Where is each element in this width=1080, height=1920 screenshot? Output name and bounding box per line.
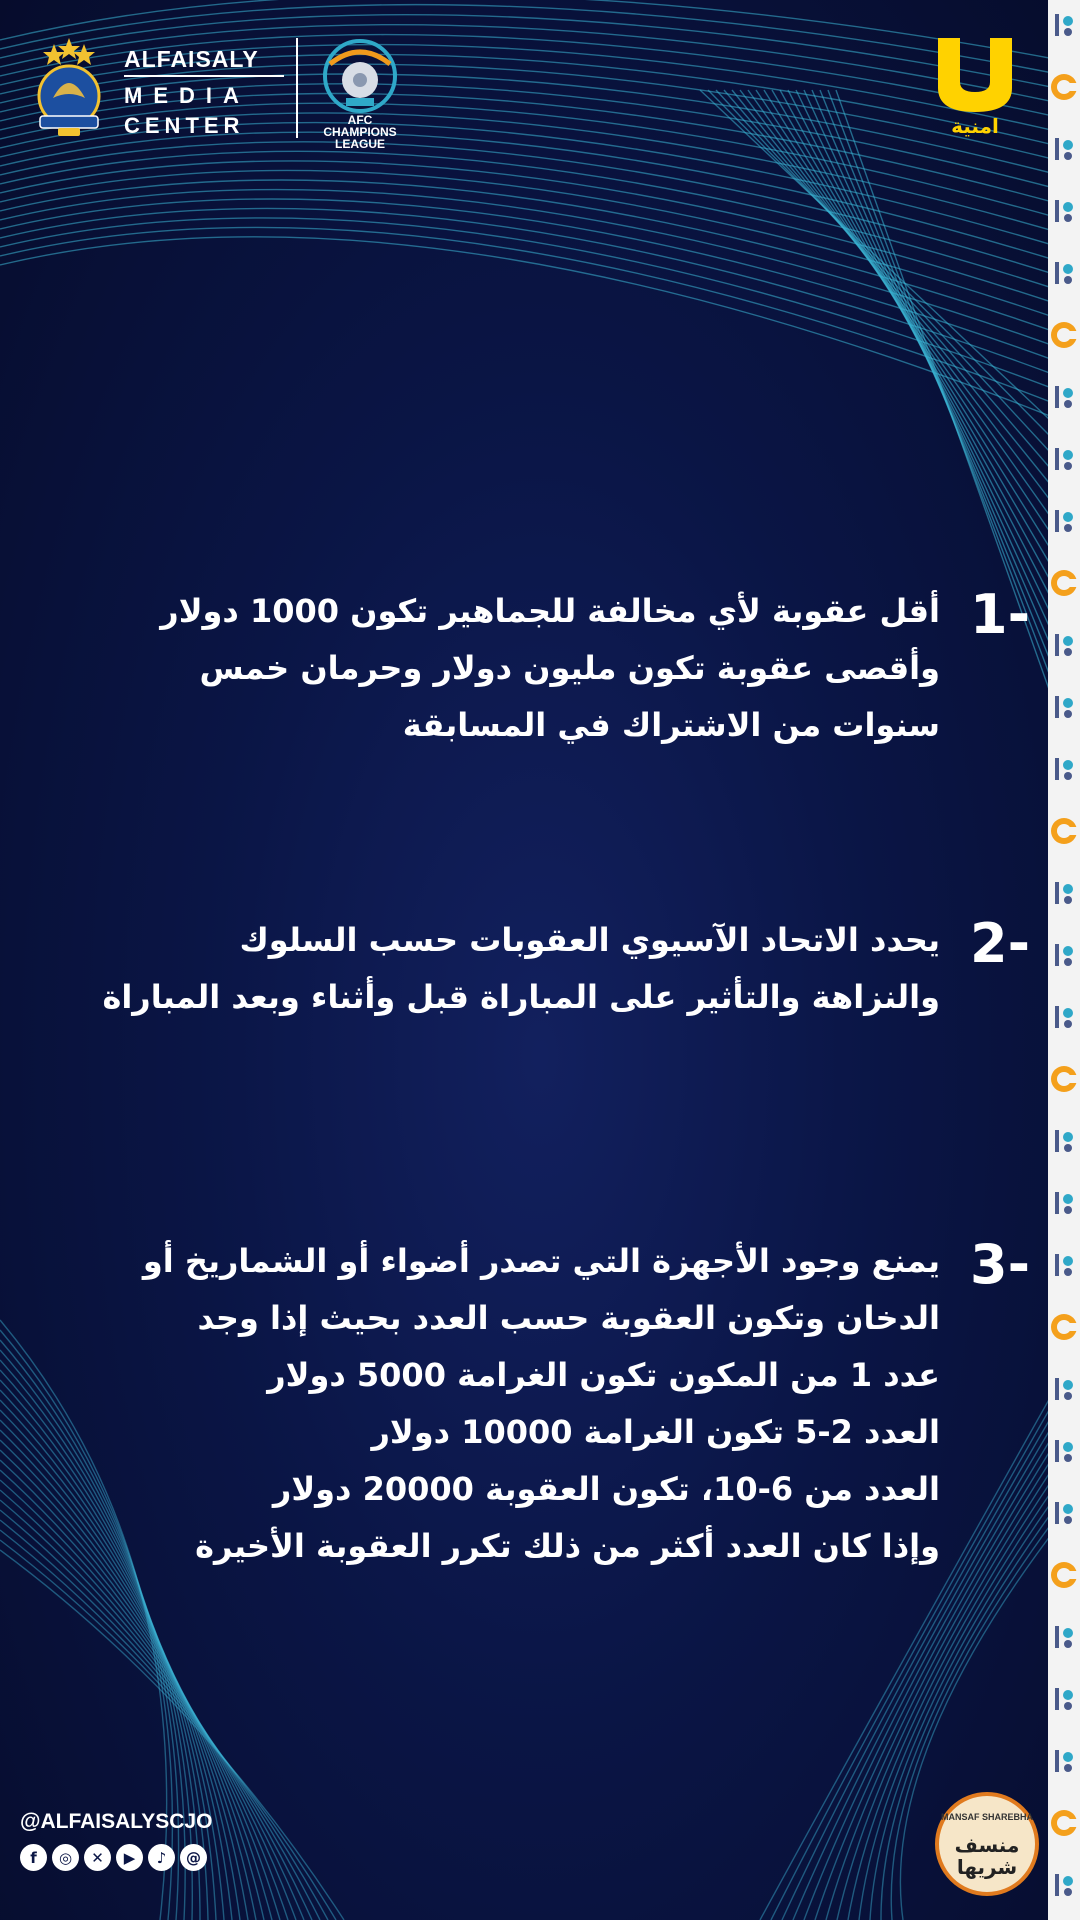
header-logos bbox=[28, 38, 397, 151]
social-footer bbox=[20, 1810, 212, 1871]
sponsor-mini-icon bbox=[1049, 196, 1079, 226]
sponsor-mini-icon bbox=[1049, 1250, 1079, 1280]
sponsor-mini-icon bbox=[1049, 1188, 1079, 1218]
afc-champions-league-logo bbox=[310, 36, 410, 154]
sponsor-strip bbox=[1048, 0, 1080, 1920]
instagram-icon[interactable]: ◎ bbox=[52, 1844, 79, 1871]
article-line: العدد 2-5 تكون الغرامة 10000 دولار bbox=[371, 1413, 940, 1451]
sponsor-mini-icon bbox=[1049, 692, 1079, 722]
mansaf-sharebha-logo bbox=[935, 1792, 1039, 1896]
sponsor-mini-icon bbox=[1049, 10, 1079, 40]
afc-ball-icon bbox=[310, 36, 410, 114]
sponsor-mini-icon bbox=[1049, 1622, 1079, 1652]
article-line: وإذا كان العدد أكثر من ذلك تكرر العقوبة الأخيرة bbox=[195, 1527, 940, 1565]
sponsor-c-icon bbox=[1049, 1560, 1079, 1590]
sponsor-c-icon bbox=[1049, 72, 1079, 102]
article-line: وأقصى عقوبة تكون مليون دولار وحرمان خمس bbox=[199, 649, 940, 687]
sponsor-c-icon bbox=[1049, 568, 1079, 598]
sponsor-mini-icon bbox=[1049, 1126, 1079, 1156]
background-line bbox=[0, 227, 1060, 405]
champions-text: CHAMPIONS bbox=[323, 125, 397, 139]
sponsor-mini-icon bbox=[1049, 134, 1079, 164]
umniah-u-icon bbox=[930, 36, 1020, 114]
media-center-wordmark bbox=[124, 46, 284, 139]
sponsor-mini-icon bbox=[1049, 1870, 1079, 1900]
facebook-icon[interactable]: f bbox=[20, 1844, 47, 1871]
article-text bbox=[20, 583, 1030, 754]
center-line: CENTER bbox=[124, 113, 245, 138]
article-1 bbox=[20, 583, 1030, 754]
umniah-logo bbox=[930, 36, 1020, 146]
article-line: العدد من 6-10، تكون العقوبة 20000 دولار bbox=[272, 1470, 940, 1508]
sponsor-mini-icon bbox=[1049, 1436, 1079, 1466]
sponsor-mini-icon bbox=[1049, 754, 1079, 784]
article-3 bbox=[20, 1233, 1030, 1575]
article-line: يحدد الاتحاد الآسيوي العقوبات حسب السلوك bbox=[239, 921, 940, 959]
article-line: الدخان وتكون العقوبة حسب العدد بحيث إذا وجد bbox=[197, 1299, 940, 1337]
tiktok-icon[interactable]: ♪ bbox=[148, 1844, 175, 1871]
threads-icon[interactable]: @ bbox=[180, 1844, 207, 1871]
sponsor-mini-icon bbox=[1049, 1374, 1079, 1404]
club-name: ALFAISALY bbox=[124, 46, 284, 77]
sponsor-mini-icon bbox=[1049, 1002, 1079, 1032]
sponsor-top-text: MANSAF SHAREBHA bbox=[941, 1812, 1033, 1822]
club-crest-icon bbox=[28, 38, 110, 138]
article-line: سنوات من الاشتراك في المسابقة bbox=[402, 706, 940, 744]
article-number: 3- bbox=[970, 1233, 1030, 1296]
logo-divider bbox=[296, 38, 298, 138]
article-line: أقل عقوبة لأي مخالفة للجماهير تكون 1000 دولار bbox=[160, 592, 940, 630]
article-2 bbox=[20, 912, 1030, 1026]
media-line: MEDIA bbox=[124, 83, 250, 108]
article-line: يمنع وجود الأجهزة التي تصدر أضواء أو الشماريخ أو bbox=[142, 1242, 940, 1280]
article-text bbox=[20, 912, 1030, 1026]
article-line: عدد 1 من المكون تكون الغرامة 5000 دولار bbox=[267, 1356, 940, 1394]
league-text: LEAGUE bbox=[334, 137, 385, 151]
sponsor-mini-icon bbox=[1049, 1684, 1079, 1714]
sponsor-main-text: منسف شريها bbox=[954, 1833, 1020, 1879]
sponsor-mini-icon bbox=[1049, 940, 1079, 970]
x-icon[interactable]: ✕ bbox=[84, 1844, 111, 1871]
afc-text: AFC bbox=[347, 113, 373, 127]
umniah-label: امنية bbox=[951, 114, 999, 138]
article-number: 2- bbox=[970, 912, 1030, 975]
afc-label bbox=[310, 114, 410, 150]
sponsor-mini-icon bbox=[1049, 630, 1079, 660]
sponsor-mini-icon bbox=[1049, 1498, 1079, 1528]
sponsor-mini-icon bbox=[1049, 444, 1079, 474]
sponsor-c-icon bbox=[1049, 1064, 1079, 1094]
article-line: والنزاهة والتأثير على المباراة قبل وأثناء وبعد المباراة bbox=[102, 978, 940, 1016]
background-line bbox=[0, 199, 1060, 362]
sponsor-mini-icon bbox=[1049, 1746, 1079, 1776]
social-handle[interactable]: @ALFAISALYSCJO bbox=[20, 1810, 213, 1833]
sponsor-mini-icon bbox=[1049, 258, 1079, 288]
youtube-icon[interactable]: ▶ bbox=[116, 1844, 143, 1871]
background-line bbox=[0, 237, 1060, 420]
background-line bbox=[812, 90, 1050, 644]
sponsor-c-icon bbox=[1049, 320, 1079, 350]
sponsor-mini-icon bbox=[1049, 382, 1079, 412]
sponsor-c-icon bbox=[1049, 816, 1079, 846]
sponsor-mini-icon bbox=[1049, 506, 1079, 536]
background-line bbox=[0, 208, 1060, 376]
sponsor-mini-icon bbox=[1049, 878, 1079, 908]
social-icon-row bbox=[20, 1844, 212, 1871]
article-text bbox=[20, 1233, 1030, 1575]
sponsor-c-icon bbox=[1049, 1312, 1079, 1342]
sponsor-c-icon bbox=[1049, 1808, 1079, 1838]
article-number: 1- bbox=[970, 583, 1030, 646]
